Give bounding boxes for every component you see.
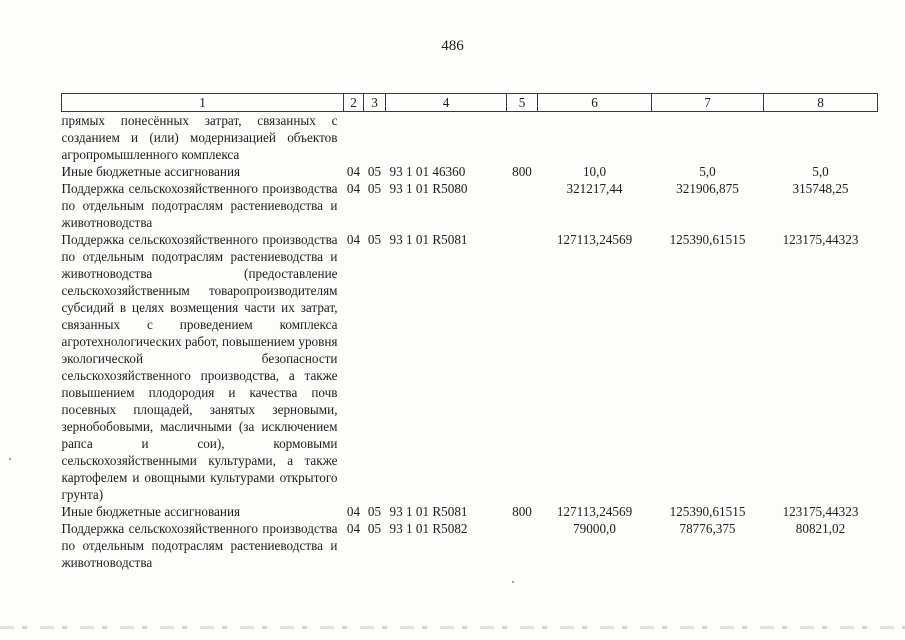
row-target-article: 93 1 01 R5081 <box>389 232 468 247</box>
row-amount-year-1: 127113,24569 <box>556 232 633 247</box>
row-section: 04 <box>346 164 361 179</box>
row-amount-year-3: 315748,25 <box>792 181 849 196</box>
row-expense-type <box>507 112 538 164</box>
row-expense-type: 800 <box>512 164 532 179</box>
header-cell-target-article: 4 <box>386 94 507 112</box>
row-amount-year-3: 123175,44323 <box>782 232 859 247</box>
row-expense-type <box>507 520 538 571</box>
table-row <box>62 180 878 231</box>
header-cell-expense-type: 5 <box>507 94 538 112</box>
row-expense-type <box>507 180 538 231</box>
row-section: 04 <box>346 521 361 536</box>
row-subsection: 05 <box>367 164 382 179</box>
budget-table <box>61 93 878 571</box>
header-cell-year-2: 7 <box>652 94 764 112</box>
row-amount-year-3: 80821,02 <box>795 521 846 536</box>
header-cell-year-1: 6 <box>538 94 652 112</box>
row-target-article: 93 1 01 46360 <box>389 164 466 179</box>
row-subsection <box>364 112 386 164</box>
row-section: 04 <box>346 504 361 519</box>
row-amount-year-1: 10,0 <box>582 164 607 179</box>
row-amount-year-1: 321217,44 <box>566 181 623 196</box>
header-cell-year-3: 8 <box>764 94 878 112</box>
row-name: прямых понесённых затрат, связанных с созданием и (или) модернизацией объектов агропромышленного комплекса <box>61 113 338 162</box>
row-amount-year-1 <box>538 112 652 164</box>
scan-edge-artifact <box>0 626 905 629</box>
header-cell-subsection: 3 <box>364 94 386 112</box>
row-section: 04 <box>346 181 361 196</box>
row-amount-year-2 <box>652 112 764 164</box>
row-target-article: 93 1 01 R5080 <box>389 181 468 196</box>
row-amount-year-2: 78776,375 <box>679 521 736 536</box>
row-amount-year-2: 125390,61515 <box>669 232 746 247</box>
row-expense-type <box>507 231 538 503</box>
header-cell-name: 1 <box>62 94 344 112</box>
row-name: Поддержка сельскохозяйственного производства по отдельным подотраслям растениеводства и животноводства (предоставление сельскохозяйственным товаропроизводителям субсидий в целях возмещения части их затрат, связанных с проведением комплекса агротехнологических работ, повышением уровня экологической безопасности сельскохозяйственного производства, а также повышением плодородия и качества почв посевных площадей, занятых зерновыми, зернобобовыми, масличными (за исключением рапса и сои), кормовыми сельскохозяйственными культурами, а также картофелем и овощными культурами открытого грунта) <box>61 232 338 502</box>
row-amount-year-3: 123175,44323 <box>782 504 859 519</box>
row-name: Поддержка сельскохозяйственного производства по отдельным подотраслям растениеводства и животноводства <box>61 521 338 570</box>
row-amount-year-3: 5,0 <box>812 164 829 179</box>
table-row <box>62 231 878 503</box>
row-target-article: 93 1 01 R5082 <box>389 521 468 536</box>
row-amount-year-1: 127113,24569 <box>556 504 633 519</box>
row-amount-year-2: 125390,61515 <box>669 504 746 519</box>
row-amount-year-2: 321906,875 <box>676 181 739 196</box>
row-name: Иные бюджетные ассигнования <box>61 504 241 519</box>
table-row <box>62 112 878 164</box>
scan-speck <box>512 581 514 583</box>
scan-speck <box>9 458 11 460</box>
row-name: Иные бюджетные ассигнования <box>61 164 241 179</box>
row-section <box>344 112 364 164</box>
header-row <box>62 94 878 112</box>
table-row <box>62 163 878 180</box>
row-name: Поддержка сельскохозяйственного производства по отдельным подотраслям растениеводства и животноводства <box>61 181 338 230</box>
row-amount-year-2: 5,0 <box>699 164 716 179</box>
row-target-article <box>386 112 507 164</box>
row-subsection: 05 <box>367 232 382 247</box>
row-subsection: 05 <box>367 521 382 536</box>
row-section: 04 <box>346 232 361 247</box>
row-amount-year-1: 79000,0 <box>573 521 616 536</box>
row-target-article: 93 1 01 R5081 <box>389 504 468 519</box>
row-amount-year-3 <box>764 112 878 164</box>
row-subsection: 05 <box>367 181 382 196</box>
row-expense-type: 800 <box>512 504 532 519</box>
row-subsection: 05 <box>367 504 382 519</box>
page-number: 486 <box>441 38 464 54</box>
table-row <box>62 503 878 520</box>
table-row <box>62 520 878 571</box>
header-cell-section: 2 <box>344 94 364 112</box>
